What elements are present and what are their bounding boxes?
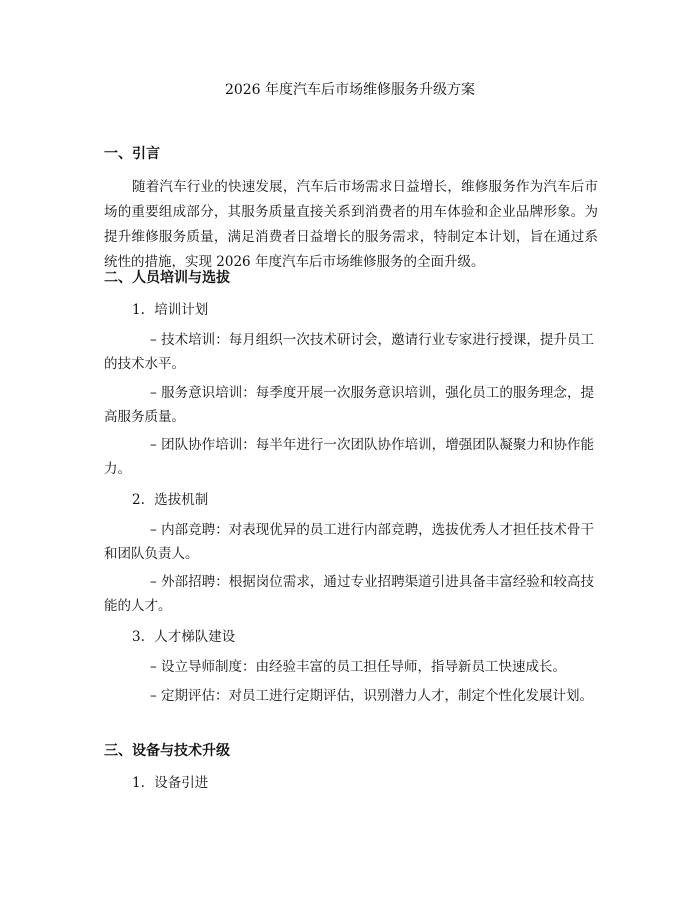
- subsection-number: 3.: [132, 629, 145, 645]
- subsection-heading-selection: [132, 490, 592, 510]
- list-item-team-training: – 团队协作培训：每半年进行一次团队协作培训，增强团队凝聚力和协作能力。: [104, 437, 594, 477]
- subsection-title: 选拔机制: [154, 492, 209, 508]
- section-heading-intro: 一、引言: [104, 146, 160, 162]
- list-item-technical-training: – 技术培训：每月组织一次技术研讨会，邀请行业专家进行授课，提升员工的技术水平。: [104, 332, 594, 372]
- subsection-number: 1.: [132, 775, 145, 791]
- subsection-title: 人才梯队建设: [154, 629, 236, 645]
- list-item-regular-evaluation: – 定期评估：对员工进行定期评估，识别潜力人才，制定个性化发展计划。: [150, 688, 594, 704]
- subsection-number: 2.: [132, 492, 145, 508]
- subsection-heading-equipment-introduction: [132, 773, 592, 793]
- document-title: 2026 年度汽车后市场维修服务升级方案: [224, 82, 476, 98]
- list-item-internal-competition: – 内部竞聘：对表现优异的员工进行内部竞聘，选拔优秀人才担任技术骨干和团队负责人。: [104, 522, 594, 562]
- subsection-number: 1.: [132, 302, 145, 318]
- list-item-external-recruitment: – 外部招聘：根据岗位需求，通过专业招聘渠道引进具备丰富经验和较高技能的人才。: [104, 574, 594, 614]
- subsection-heading-training-plan: [132, 300, 592, 320]
- subsection-title: 设备引进: [154, 775, 209, 791]
- subsection-heading-talent-pipeline: [132, 627, 592, 647]
- subsection-title: 培训计划: [154, 302, 209, 318]
- intro-paragraph: 随着汽车行业的快速发展，汽车后市场需求日益增长，维修服务作为汽车后市场的重要组成部分，其服务质量直接关系到消费者的用车体验和企业品牌形象。为提升维修服务质量，满足消费者日益增长的服务需求，特制定本计划，旨在通过系统性的措施，实现 2026 年度汽车后市场维修服务的全面升级。: [104, 179, 598, 270]
- list-item-mentor-system: – 设立导师制度：由经验丰富的员工担任导师，指导新员工快速成长。: [150, 659, 567, 675]
- list-item-service-training: – 服务意识培训：每季度开展一次服务意识培训，强化员工的服务理念，提高服务质量。: [104, 385, 594, 425]
- section-heading-personnel: 二、人员培训与选拔: [104, 270, 230, 286]
- section-heading-equipment: 三、设备与技术升级: [104, 743, 230, 759]
